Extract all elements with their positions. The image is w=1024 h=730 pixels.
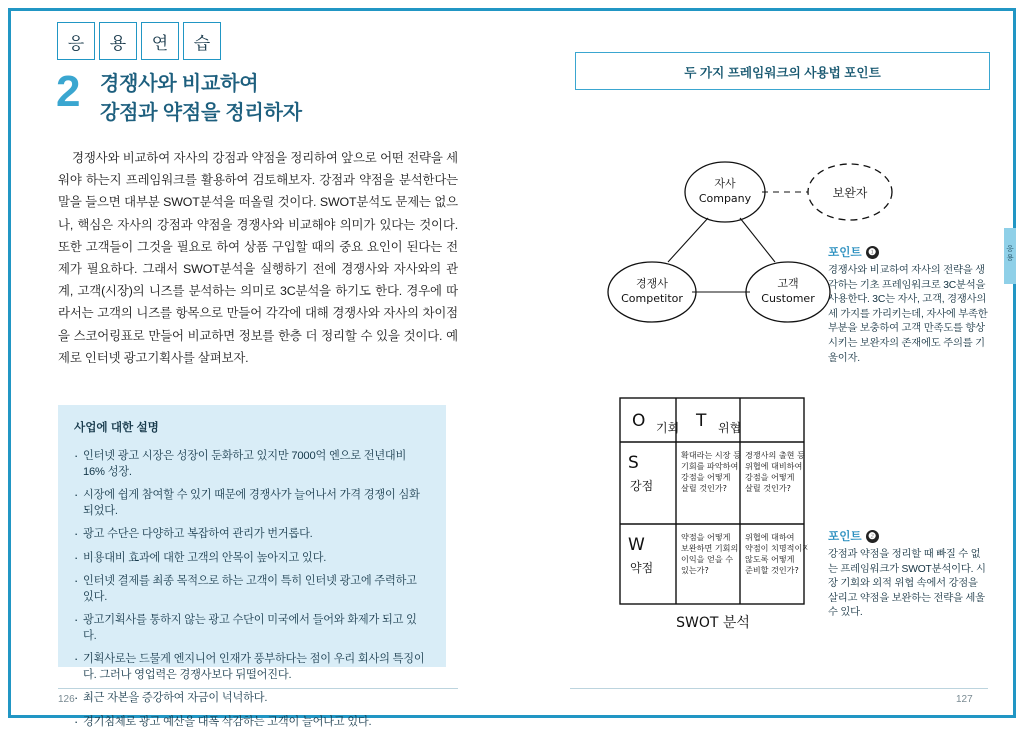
list-item: · 시장에 쉽게 참여할 수 있기 때문에 경쟁사가 늘어나서 가격 경쟁이 심화되었다. — [74, 488, 430, 519]
page-number-right: 127 — [956, 694, 973, 705]
svg-text:위협에 대하여: 위협에 대하여 — [745, 532, 795, 542]
side-tab-label: 응용 — [1004, 228, 1016, 262]
section-number: 2 — [56, 68, 96, 116]
point-1-title — [828, 244, 988, 260]
node-label-competitor-ko: 경쟁사 — [636, 276, 668, 290]
swot-caption: SWOT 분석 — [618, 612, 808, 632]
title-lines — [100, 70, 302, 128]
swot-row-label-strength: 강점 — [630, 478, 653, 493]
list-item: · 인터넷 결제를 최종 목적으로 하는 고객이 특히 인터넷 광고에 주력하고 있다. — [74, 574, 430, 605]
svg-text:약점이 치명적이지: 약점이 치명적이지 — [745, 543, 808, 553]
list-item: · 경기침체로 광고 예산을 대폭 삭감하는 고객이 늘어나고 있다. — [74, 715, 430, 730]
list-item: · 비용대비 효과에 대한 고객의 안목이 높아지고 있다. — [74, 551, 430, 567]
side-tab — [1004, 228, 1016, 284]
footer-rule-left — [58, 688, 458, 689]
swot-cell-st — [745, 450, 805, 493]
point-2-text: 강점과 약점을 정리할 때 빠질 수 없는 프레임워크가 SWOT분석이다. 시장 기회와 외적 위협 속에서 강점을 살리고 약점을 보완하는 전략을 세울 수 있다. — [828, 548, 988, 621]
body-paragraph: 경쟁사와 비교하여 자사의 강점과 약점을 정리하여 앞으로 어떤 전략을 세워야 하는지 프레임워크를 활용하여 검토해보자. 강점과 약점을 분석한다는 말을 들으면 대부분 SWOT분석을 떠올릴 것이다. SWOT분석도 문제는 없으나, 핵심은 자사의 강점과 약점을 경쟁사와 비교해야 의미가 있다는 것이다. 또한 고객들이 그것을 필요로 하여 상품 구입할 때의 중요 요인이 된다는 전제가 필요하다. 그래서 SWOT분석을 실행하기 전에 경쟁사와 자사와의 관계, 고객(시장)의 니즈를 분석하는 의미로 3C분석을 하기도 한다. 경우에 따라서는 고객의 니즈를 항목으로 만들어 각각에 대해 경쟁사와 자사의 차이점을 스코어링표로 만들어 비교하면 정보를 한층 더 정리할 수 있을 것이다. 예제로 인터넷 광고기획사를 살펴보자. — [58, 147, 458, 369]
frame-border-right — [1013, 8, 1016, 718]
title-line-1: 경쟁사와 비교하여 — [100, 70, 302, 99]
swot-row-label-weakness: 약점 — [630, 560, 653, 575]
svg-text:강점을 어떻게: 강점을 어떻게 — [745, 472, 795, 482]
svg-text:살릴 것인가?: 살릴 것인가? — [681, 483, 727, 493]
svg-text:않도록 어떻게: 않도록 어떻게 — [745, 554, 795, 564]
swot-row-letter-w: W — [628, 535, 645, 555]
swot-col-label-threat: 위협 — [718, 420, 741, 435]
chapter-char-3: 연 — [141, 22, 179, 60]
svg-text:확대라는 시장 등: 확대라는 시장 등 — [681, 450, 741, 460]
list-item: · 광고 수단은 다양하고 복잡하여 관리가 번거롭다. — [74, 527, 430, 543]
svg-text:이익을 얻을 수: 이익을 얻을 수 — [681, 554, 733, 564]
svg-text:보완하면 기회의: 보완하면 기회의 — [681, 543, 738, 553]
node-label-customer-en: Customer — [761, 292, 815, 305]
point-1-text: 경쟁사와 비교하여 자사의 전략을 생각하는 기초 프레임워크로 3C분석을 사용한다. 3C는 자사, 고객, 경쟁사의 세 가지를 가리키는데, 자사에 부족한 부분을 보충하여 고객 만족도를 향상시키는 보완자의 존재에도 주의를 기울이자. — [828, 264, 988, 366]
node-label-competitor-en: Competitor — [621, 292, 683, 305]
right-page-header: 두 가지 프레임워크의 사용법 포인트 — [575, 52, 990, 90]
svg-text:살릴 것인가?: 살릴 것인가? — [745, 483, 791, 493]
point-1-block — [828, 244, 988, 366]
swot-matrix — [618, 396, 808, 608]
chapter-char-1: 응 — [57, 22, 95, 60]
svg-text:있는가?: 있는가? — [681, 565, 709, 575]
swot-cell-so — [681, 450, 741, 493]
node-label-company-ko: 자사 — [714, 176, 736, 190]
chapter-char-2: 용 — [99, 22, 137, 60]
point-1-label: 포인트 — [828, 244, 862, 260]
chapter-label — [57, 22, 221, 60]
list-item: · 최근 자본을 증강하여 자금이 넉넉하다. — [74, 691, 430, 707]
swot-cell-wt — [745, 532, 808, 575]
footer-rule-right — [570, 688, 988, 689]
svg-text:기회를 파악하여: 기회를 파악하여 — [681, 461, 738, 471]
svg-text:경쟁사의 출현 등: 경쟁사의 출현 등 — [745, 450, 805, 460]
point-2-block — [828, 528, 988, 621]
svg-text:약점을 어떻게: 약점을 어떻게 — [681, 532, 731, 542]
swot-col-letter-t: T — [695, 411, 707, 431]
list-item: · 인터넷 광고 시장은 성장이 둔화하고 있지만 7000억 엔으로 전년대비 16% 성장. — [74, 449, 430, 480]
page-number-left: 126 — [58, 694, 75, 705]
point-1-badge: ❶ — [866, 246, 879, 259]
point-2-badge: ❷ — [866, 530, 879, 543]
swot-cell-wo — [681, 532, 738, 575]
svg-text:위협에 대비하여: 위협에 대비하여 — [745, 461, 802, 471]
node-label-company-en: Company — [699, 192, 752, 205]
swot-row-letter-s: S — [628, 453, 639, 473]
node-label-customer-ko: 고객 — [777, 276, 798, 290]
point-2-title — [828, 528, 988, 544]
frame-border-top — [8, 8, 1016, 11]
swot-col-letter-o: O — [632, 411, 645, 431]
frame-border-left — [8, 8, 11, 718]
body-text — [58, 147, 458, 369]
swot-col-label-opportunity: 기회 — [656, 420, 679, 435]
list-item: · 기획사로는 드물게 엔지니어 인재가 풍부하다는 점이 우리 회사의 특징이다. 그러나 영업력은 경쟁사보다 뒤떨어진다. — [74, 652, 430, 683]
list-item: · 광고기획사를 통하지 않는 광고 수단이 미국에서 들어와 화제가 되고 있다. — [74, 613, 430, 644]
infobox-title: 사업에 대한 설명 — [74, 419, 430, 435]
point-2-label: 포인트 — [828, 528, 862, 544]
page-title — [56, 68, 302, 128]
chapter-char-4: 습 — [183, 22, 221, 60]
business-description-box — [58, 405, 446, 667]
svg-text:준비할 것인가?: 준비할 것인가? — [745, 565, 799, 575]
title-line-2: 강점과 약점을 정리하자 — [100, 99, 302, 128]
svg-text:강점을 어떻게: 강점을 어떻게 — [681, 472, 731, 482]
node-label-complementor: 보완자 — [833, 185, 868, 200]
